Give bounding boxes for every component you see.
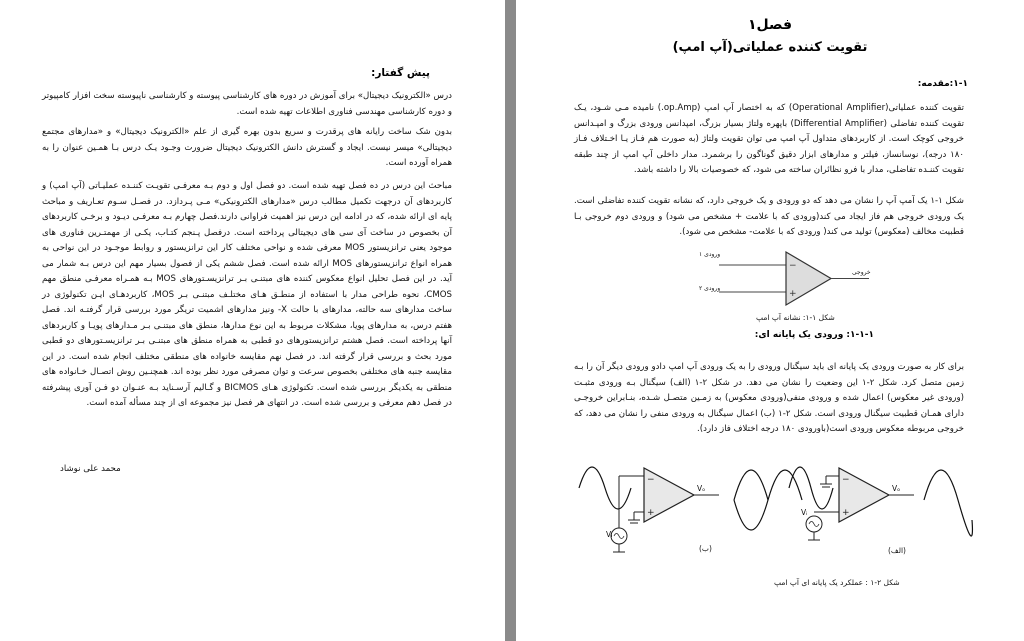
single-ended-circuits-figure [574, 440, 974, 570]
chapter-title: تقویت کننده عملیاتی(آپ امپ) [672, 40, 868, 55]
svg-text:−: − [647, 475, 655, 485]
input-sine-alef [789, 467, 833, 509]
right-page [516, 0, 1024, 641]
figure-2-label-alef: (الف) [888, 546, 906, 555]
preface-heading: پیش گفتار: [371, 67, 430, 79]
figure-1-caption: شکل ۱-۱: نشانه آپ امپ [756, 313, 835, 322]
section-heading-introduction: ۱-۱:مقدمه: [917, 79, 968, 89]
left-page [0, 0, 505, 641]
svg-text:+: + [842, 508, 850, 518]
input-sine-b [579, 467, 631, 509]
single-ended-paragraph: برای کار به صورت ورودی یک پایانه ای باید سیگنال ورودی را به یک ورودی آپ امپ دادو ورودی دیگر آن را بـه زمین متصل کرد. شکل ۲-۱ این وضعیت را نشان می دهد. در شکل ۲-۱ (الف) سیگنال بـه ورودی مثبـت (ورودی غیر معکوس) اعمال شده و ورودی منفی(ورودی معکوس) به زمـین متصـل شـده، بنـابراین خروجـی دارای همـان قطبیت سیگنال ورودی است. شکل ۲-۱ (ب) اعمال سیگنال به ورودی منفی را نشان می دهد، که خروجی مربوطه معکوس ورودی است(باورودی ۱۸۰ درجه اختلاف فاز دارد). [574, 362, 965, 434]
preface-paragraph-3: مباحث این درس در ده فصل تهیه شده است. دو فصل اول و دوم بـه معرفـی تقویـت کننـده عملیـاتی (آپ امپ) و کاربردهای آن درجهت تکمیل مطالب درس «مدارهای الکترونیکی» مـی پـردازد. در فصـل سـوم تعـاریف و مباحث پایه ای ارائه شده، که در ادامه این درس نیز اهمیت فراوانی دارند.فصل چهارم بـه معرفـی دیـود و برخـی کاربردهای آن بخصوص در ساخت آی سی های دیجیتالی پرداخته است. درفصل پـنجم کتـاب، یکـی از مهمتـرین فناوری های موجود یعنی ترانزیستور MOS معرفی شده و نواحی مختلف کار این ترانزیستور و روابط موجـود در این نواحی به همراه انواع ترانزیستورهای MOS ارائه شده است. فصل ششم یکی از فصول بسیار مهم این درس بـه شمار می آید. در این فصل تحلیل انواع معکوس کننده های مبتنـی بـر ترانزیسـتورهای MOS بـه همـراه معرفـی منطق مهم CMOS، نحوه طراحی مدار با استفاده از منطـق هـای مختلـف مبتنـی بـر MOS، کاربردهـای ایـن تکنولوژی در ساخت مدارهای سه حالته، مدارهای با حالت X- ونیز مدارهای اشمیت تریگر مورد بررسی قرار گرفتـه اند. فصل هفتم درس، به مدارهای پویا، مشکلات مربوط به این نوع مدارها، منطق های مبتنـی بـر مـدارهای پویـا و کاربردهای آنها پرداخته است. فصل هشتم ترانزیستورهای دو قطبی به همراه منطق های مبتنـی بـر ترانزیسـتورهای دو قطبی مورد بحث و بررسی قرار گرفته اند. در فصل نهم مقایسه خانواده های منطقی مختلف انجام شده است. در این مقایسه جنبه های مختلفی بخصوص سرعت و توان مصرفی مورد نظر بوده اند. همچنـین روش اتصـال خـانواده های منطقی به یکدیگر بررسی شده است. تکنولوژی هـای BICMOS و گـالیم آرسـناید بـه عنـوان دو فـن آوری پیشرفته در فصل دهم معرفی و بررسی شده است. در انتهای هر فصل نیز مجموعه ای از چند مسأله آمده است. [42, 181, 452, 408]
svg-text:−: − [789, 261, 797, 271]
intro-paragraph-2: شکل ۱-۱ یک آمپ آپ را نشان می دهد که دو ورودی و یک خروجی دارد، که نشانه تقویت کننده تفاضلی است. یک ورودی خروجی هم فاز ایجاد می کند(ورودی که با علامت + مشخص می شود) و ورودی دوم خروجی بـا قطبیت مخالف (معکوس) تولید می کند( ورودی که با علامت- مشخص می شود). [574, 196, 964, 237]
chapter-number: فصل۱ [747, 17, 792, 33]
svg-text:+: + [647, 508, 655, 518]
input-2-label: ورودی ۲ [699, 285, 721, 292]
output-label: خروجی [852, 269, 871, 276]
input-1-label: ورودی ۱ [699, 251, 721, 258]
vout-label-alef: Vₒ [892, 484, 901, 493]
figure-2-caption: شکل ۲-۱ : عملکرد یک پایانه ای آپ امپ [774, 578, 900, 587]
preface-paragraph-2: بدون شک ساخت رایانه های پرقدرت و سریع بدون بهره گیری از علم «الکترونیک دیجیتال» و «مدارهای مجتمع دیجیتالی» میسر نیست. ایجاد و گسترش دانش الکترونیک دیجیتال ضرورت وجـود یـک درس بـا همـین عنوان را به همراه آورده است. [42, 127, 452, 168]
preface-paragraph-1: درس «الکترونیک دیجیتال» برای آموزش در دوره های کارشناسی پیوسته و کارشناسی ناپیوسته سخت افزار کامپیوتر و دوره کارشناسی مهندسی فناوری اطلاعات تهیه شده است. [42, 91, 452, 117]
section-heading-single-ended: ۱-۱-۱: ورودی یک پایانه ای: [754, 330, 874, 340]
vin-label-alef: Vᵢ [801, 508, 808, 517]
author-name: محمد علی نوشاد [60, 464, 121, 474]
figure-2-label-b: (ب) [699, 544, 712, 553]
output-sine-alef [924, 470, 972, 536]
vin-label-b: Vᵢ [606, 530, 613, 539]
svg-text:−: − [842, 475, 850, 485]
vout-label-b: Vₒ [697, 484, 706, 493]
intro-paragraph-1: تقویت کننده عملیاتی(Operational Amplifier) که به اختصار آپ امپ (op.Amp.) نامیده مـی شـود، یـک تقویت کننده تفاضلی (Differential Amplifier) باپهره ولتاژ بسیار بزرگ، امپدانس ورودی بزرگ و امپـدانس خروجی کوچک است. از کاربردهای متداول آپ امپ می توان تقویت ولتاژ (به صورت هم فـاز یـا اخـتلاف فـاز ۱۸۰ درجه)، نوسانساز، فیلتر و مدارهای ابزار دقیق گوناگون را برشمرد. مدار داخلی آپ امپ از چند طبقه تقویت کننـده تفاضلی، مدار با فرو نظائران ساخته می شود، که خصوصیات بالا را داشته باشد. [574, 103, 965, 175]
svg-text:+: + [789, 289, 797, 299]
